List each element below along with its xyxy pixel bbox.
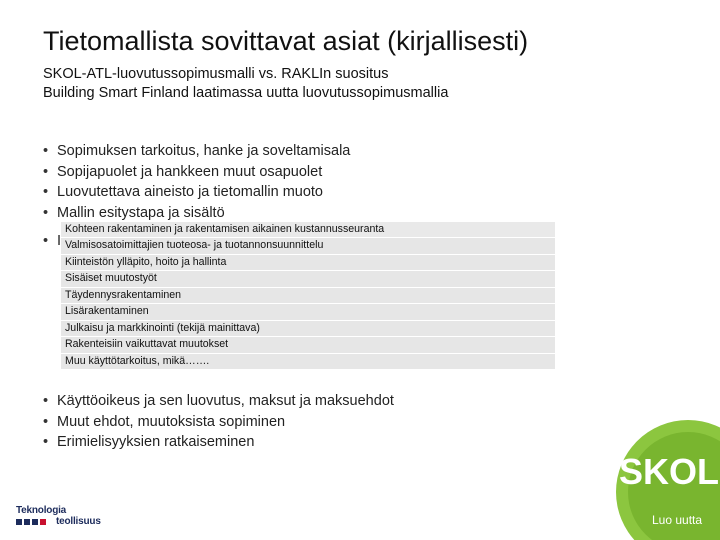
table-row: Valmisosatoimittajien tuoteosa- ja tuotannonsuunnittelu	[61, 238, 555, 253]
bullet-item: • Sopijapuolet ja hankkeen muut osapuolet	[43, 162, 350, 183]
skol-tagline: Luo uutta	[652, 513, 703, 527]
bullet-item: • Mallin esitystapa ja sisältö	[43, 203, 350, 224]
skol-logo	[600, 420, 720, 540]
subtitle-line: Building Smart Finland laatimassa uutta luovutussopimusmallia	[43, 85, 449, 101]
bullet-item: • Sopimuksen tarkoitus, hanke ja soveltamisala	[43, 141, 350, 162]
teknologiateollisuus-logo	[16, 505, 116, 529]
skol-logo-text: SKOL	[619, 451, 720, 492]
table-row: Julkaisu ja markkinointi (tekijä mainittava)	[61, 321, 555, 336]
slide-title: Tietomallista sovittavat asiat (kirjallisesti)	[43, 26, 529, 56]
bullet-list-top	[43, 141, 350, 223]
table-row: Kiinteistön ylläpito, hoito ja hallinta	[61, 255, 555, 270]
table-row: Lisärakentaminen	[61, 304, 555, 319]
slide-subtitle	[43, 65, 448, 103]
bullet-item: • Muut ehdot, muutoksista sopiminen	[43, 412, 394, 433]
usage-options-table	[61, 222, 555, 370]
logo-text: teollisuus	[56, 516, 101, 527]
table-row: Sisäiset muutostyöt	[61, 271, 555, 286]
table-row: Täydennysrakentaminen	[61, 288, 555, 303]
bullet-item-partially-covered: • I	[43, 231, 61, 252]
bullet-item: • Erimielisyyksien ratkaiseminen	[43, 432, 394, 453]
logo-mark-icon	[16, 517, 54, 527]
bullet-item: • Luovutettava aineisto ja tietomallin muoto	[43, 182, 350, 203]
bullet-list-fifth	[43, 231, 61, 252]
table-row: Muu käyttötarkoitus, mikä…….	[61, 354, 555, 369]
bullet-item: • Käyttöoikeus ja sen luovutus, maksut ja maksuehdot	[43, 391, 394, 412]
table-row: Kohteen rakentaminen ja rakentamisen aikainen kustannusseuranta	[61, 222, 555, 237]
table-row: Rakenteisiin vaikuttavat muutokset	[61, 337, 555, 352]
bullet-list-bottom	[43, 391, 394, 453]
logo-text: Teknologia	[16, 505, 67, 516]
subtitle-line: SKOL-ATL-luovutussopimusmalli vs. RAKLIn suositus	[43, 66, 389, 82]
